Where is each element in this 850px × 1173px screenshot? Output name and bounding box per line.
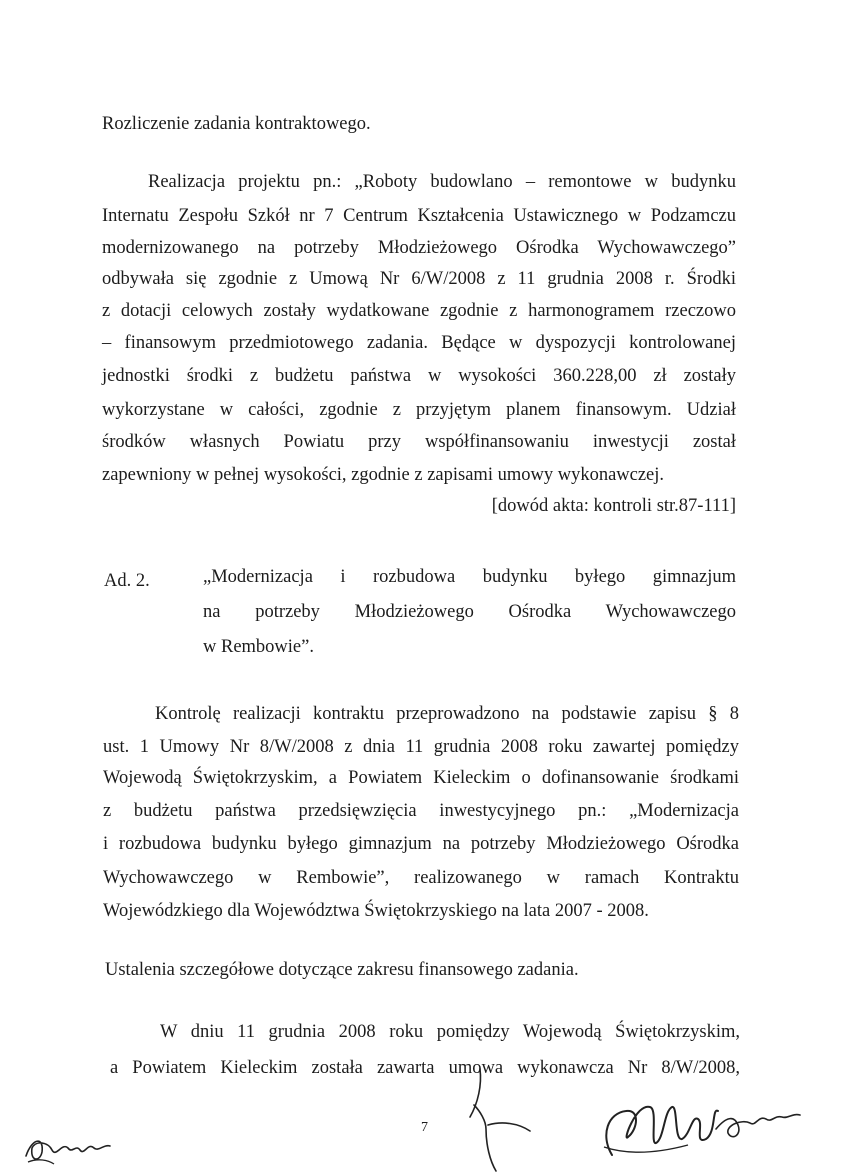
paragraph-2-line-7: Wojewódzkiego dla Województwa Świętokrzyskiego na lata 2007 - 2008. — [103, 901, 649, 921]
paragraph-2-line-6: Wychowawczego w Rembowie”, realizowanego w ramach Kontraktu — [103, 868, 739, 888]
ad-title-line-1: „Modernizacja i rozbudowa budynku byłego gimnazjum — [203, 567, 736, 587]
paragraph-1-line-3: modernizowanego na potrzeby Młodzieżowego Ośrodka Wychowawczego” — [102, 238, 736, 258]
paragraph-2-line-3: Wojewodą Świętokrzyskim, a Powiatem Kieleckim o dofinansowanie środkami — [103, 768, 739, 788]
paragraph-2-line-4: z budżetu państwa przedsięwzięcia inwestycyjnego pn.: „Modernizacja — [103, 801, 739, 821]
paragraph-1-line-8: wykorzystane w całości, zgodnie z przyjętym planem finansowym. Udział — [102, 400, 736, 420]
page-number: 7 — [421, 1120, 428, 1135]
paragraph-1-line-7: jednostki środki z budżetu państwa w wysokości 360.228,00 zł zostały — [102, 366, 736, 386]
ad-title-line-2: na potrzeby Młodzieżowego Ośrodka Wychowawczego — [203, 602, 736, 622]
paragraph-2-line-5: i rozbudowa budynku byłego gimnazjum na potrzeby Młodzieżowego Ośrodka — [103, 834, 739, 854]
section-heading: Rozliczenie zadania kontraktowego. — [102, 114, 371, 134]
handwritten-initials-left — [18, 1118, 128, 1168]
paragraph-1-line-5: z dotacji celowych zostały wydatkowane zgodnie z harmonogramem rzeczowo — [102, 301, 736, 321]
handwritten-stroke-center — [456, 1065, 546, 1173]
paragraph-3-line-2: a Powiatem Kieleckim została zawarta umowa wykonawcza Nr 8/W/2008, — [110, 1058, 740, 1078]
ad-title-line-3: w Rembowie”. — [203, 637, 314, 657]
paragraph-2-line-2: ust. 1 Umowy Nr 8/W/2008 z dnia 11 grudnia 2008 roku zawartej pomiędzy — [103, 737, 739, 757]
paragraph-1-line-2: Internatu Zespołu Szkół nr 7 Centrum Kształcenia Ustawicznego w Podzamczu — [102, 206, 736, 226]
paragraph-1-line-1: Realizacja projektu pn.: „Roboty budowlano – remontowe w budynku — [148, 172, 736, 192]
subheading: Ustalenia szczegółowe dotyczące zakresu finansowego zadania. — [105, 960, 579, 980]
paragraph-1-line-9: środków własnych Powiatu przy współfinansowaniu inwestycji został — [102, 432, 736, 452]
paragraph-3-line-1: W dniu 11 grudnia 2008 roku pomiędzy Wojewodą Świętokrzyskim, — [160, 1022, 740, 1042]
handwritten-signature-right — [598, 1085, 810, 1165]
evidence-reference: [dowód akta: kontroli str.87-111] — [491, 496, 736, 516]
paragraph-2-line-1: Kontrolę realizacji kontraktu przeprowadzono na podstawie zapisu § 8 — [155, 704, 739, 724]
paragraph-1-line-4: odbywała się zgodnie z Umową Nr 6/W/2008 z 11 grudnia 2008 r. Środki — [102, 269, 736, 289]
ad-number: Ad. 2. — [104, 571, 150, 591]
paragraph-1-line-6: – finansowym przedmiotowego zadania. Będące w dyspozycji kontrolowanej — [102, 333, 736, 353]
paragraph-1-line-10: zapewniony w pełnej wysokości, zgodnie z zapisami umowy wykonawczej. — [102, 465, 665, 485]
